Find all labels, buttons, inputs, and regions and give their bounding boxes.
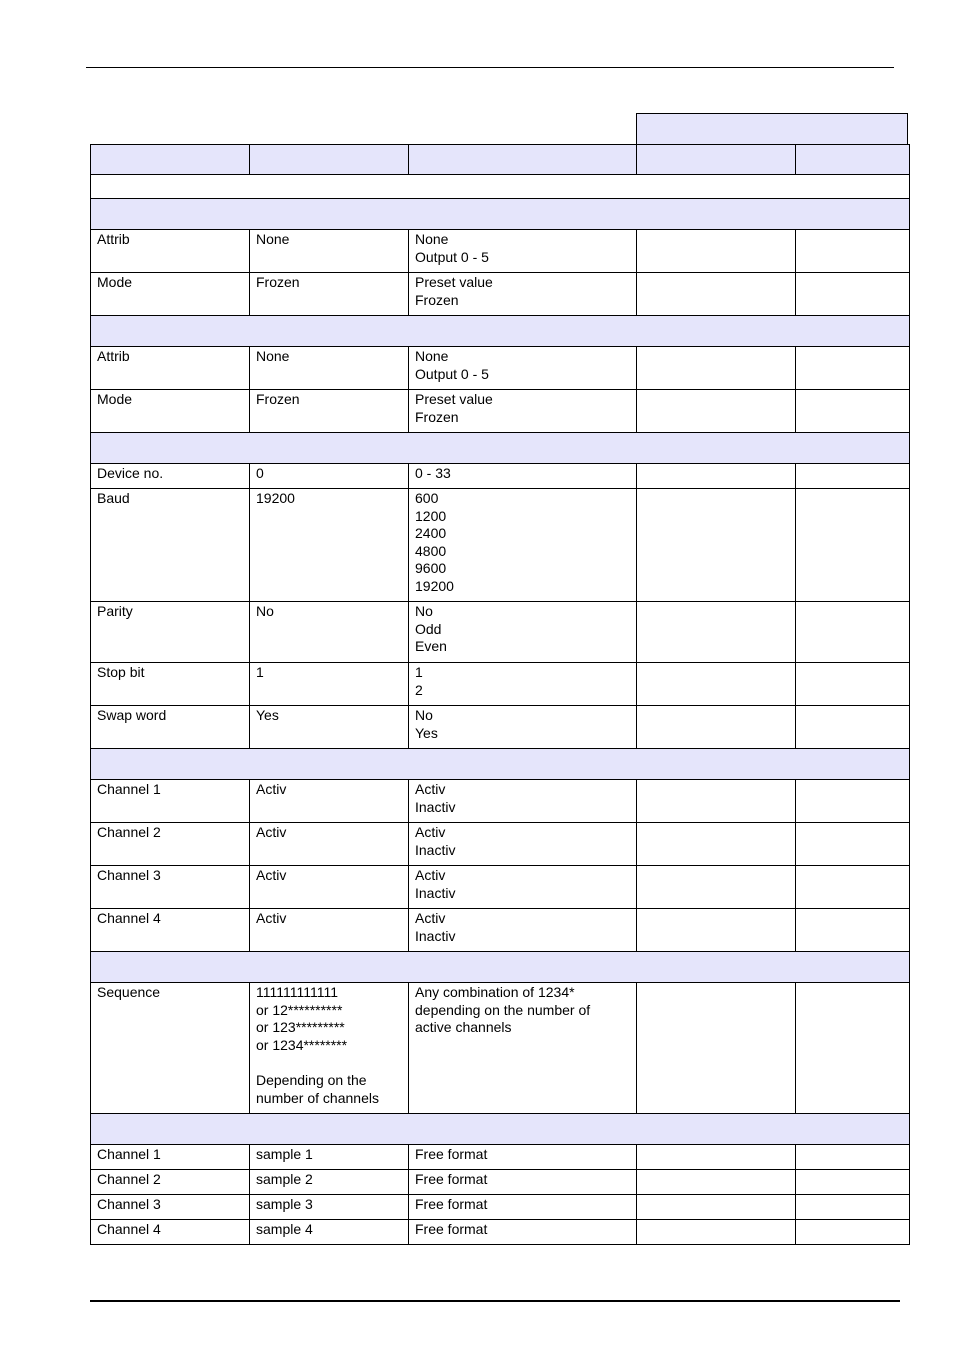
table-row [91, 602, 910, 663]
default-value: 19200 [250, 489, 409, 602]
setting-options: Activ Inactiv [409, 909, 637, 952]
blank-row [91, 175, 910, 199]
section-row [91, 316, 910, 347]
section-row [91, 1114, 910, 1145]
default-value: Yes [250, 706, 409, 749]
setting-options: Any combination of 1234* depending on the number of active channels [409, 983, 637, 1114]
setting-options: Activ Inactiv [409, 823, 637, 866]
header-cell [796, 145, 910, 175]
table-row [91, 909, 910, 952]
setting-options: None Output 0 - 5 [409, 230, 637, 273]
setting-options: Free format [409, 1170, 637, 1195]
default-value: None [250, 347, 409, 390]
setting-name: Mode [91, 390, 250, 433]
section-row [91, 199, 910, 230]
table-row [91, 706, 910, 749]
setting-name: Channel 1 [91, 780, 250, 823]
setting-options: No Odd Even [409, 602, 637, 663]
setting-options: Free format [409, 1145, 637, 1170]
default-value: Frozen [250, 390, 409, 433]
default-value: sample 1 [250, 1145, 409, 1170]
setting-name: Channel 3 [91, 866, 250, 909]
setting-options: None Output 0 - 5 [409, 347, 637, 390]
table-row [91, 273, 910, 316]
section-row [91, 433, 910, 464]
setting-options: No Yes [409, 706, 637, 749]
table-row [91, 1220, 910, 1245]
table-row [91, 1170, 910, 1195]
setting-options: Free format [409, 1220, 637, 1245]
setting-name: Parity [91, 602, 250, 663]
setting-options: Activ Inactiv [409, 866, 637, 909]
table-row [91, 230, 910, 273]
default-value: sample 2 [250, 1170, 409, 1195]
table-row [91, 823, 910, 866]
setting-options: 0 - 33 [409, 464, 637, 489]
setting-options: Preset value Frozen [409, 273, 637, 316]
table-row [91, 663, 910, 706]
table-row [91, 347, 910, 390]
default-value: Activ [250, 909, 409, 952]
section-row [91, 749, 910, 780]
column-group-header [636, 113, 908, 144]
default-value: 111111111111 or 12********** or 123********* or 1234******** Depending on the number of channels [250, 983, 409, 1114]
setting-name: Stop bit [91, 663, 250, 706]
setting-options: 600 1200 2400 4800 9600 19200 [409, 489, 637, 602]
default-value: sample 4 [250, 1220, 409, 1245]
header-cell [91, 145, 250, 175]
top-rule [86, 67, 894, 68]
setting-options: Activ Inactiv [409, 780, 637, 823]
table-row [91, 1145, 910, 1170]
default-value: Activ [250, 780, 409, 823]
default-value: Activ [250, 823, 409, 866]
header-cell [637, 145, 796, 175]
default-value: 0 [250, 464, 409, 489]
settings-table [90, 144, 910, 1245]
table-row [91, 780, 910, 823]
header-cell [250, 145, 409, 175]
default-value: None [250, 230, 409, 273]
setting-name: Channel 2 [91, 823, 250, 866]
table-row [91, 1195, 910, 1220]
setting-name: Baud [91, 489, 250, 602]
setting-name: Channel 1 [91, 1145, 250, 1170]
setting-options: 1 2 [409, 663, 637, 706]
bottom-rule [90, 1300, 900, 1302]
table-row [91, 390, 910, 433]
setting-name: Swap word [91, 706, 250, 749]
setting-name: Attrib [91, 230, 250, 273]
default-value: No [250, 602, 409, 663]
section-row [91, 952, 910, 983]
default-value: 1 [250, 663, 409, 706]
default-value: sample 3 [250, 1195, 409, 1220]
table-row [91, 464, 910, 489]
setting-options: Preset value Frozen [409, 390, 637, 433]
table-row [91, 866, 910, 909]
table-row [91, 489, 910, 602]
setting-name: Channel 2 [91, 1170, 250, 1195]
setting-options: Free format [409, 1195, 637, 1220]
setting-name: Channel 4 [91, 909, 250, 952]
setting-name: Channel 4 [91, 1220, 250, 1245]
header-cell [409, 145, 637, 175]
default-value: Activ [250, 866, 409, 909]
setting-name: Sequence [91, 983, 250, 1114]
default-value: Frozen [250, 273, 409, 316]
setting-name: Device no. [91, 464, 250, 489]
table-row [91, 983, 910, 1114]
table-header-row [91, 145, 910, 175]
setting-name: Mode [91, 273, 250, 316]
setting-name: Attrib [91, 347, 250, 390]
setting-name: Channel 3 [91, 1195, 250, 1220]
